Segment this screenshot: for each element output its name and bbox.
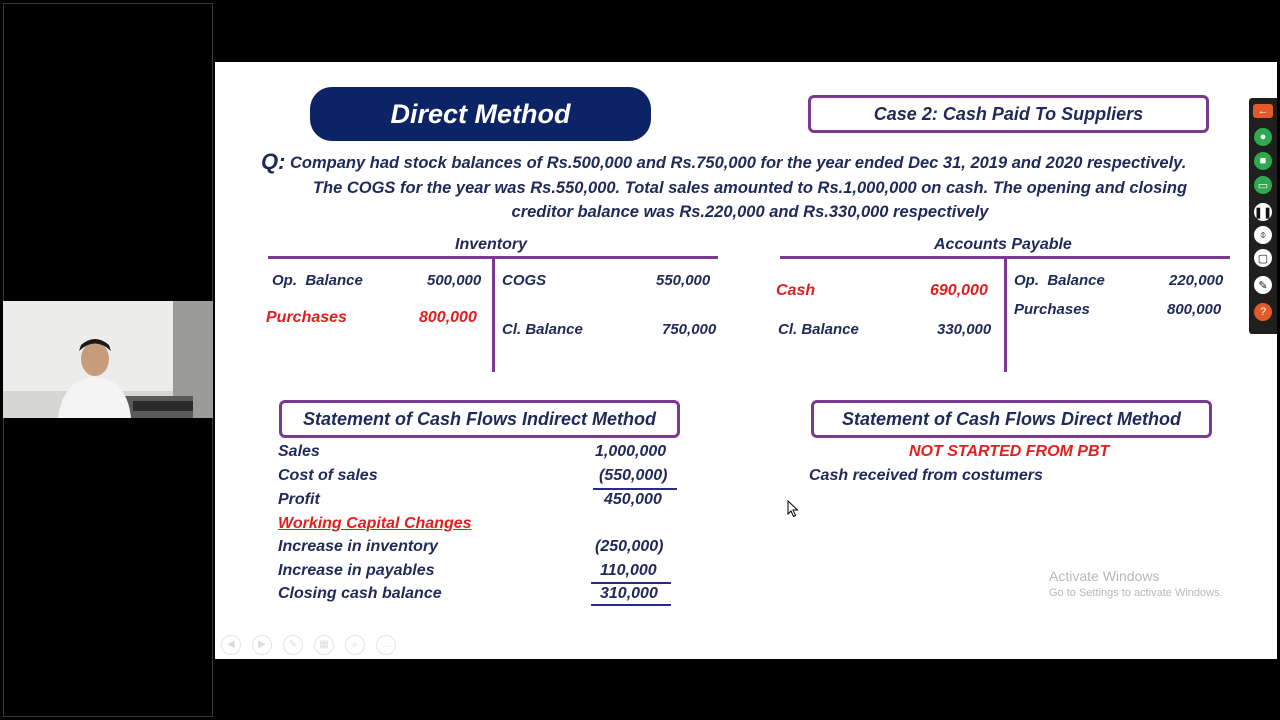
camera-icon[interactable]: ■ [1254, 152, 1272, 170]
indirect-row-inventory-label: Increase in inventory [278, 538, 439, 555]
inventory-cl-value: 750,000 [662, 321, 717, 338]
case-title-box: Case 2: Cash Paid To Suppliers [808, 95, 1209, 133]
payables-underline [591, 582, 671, 584]
indirect-row-wc-label: Working Capital Changes [278, 515, 472, 532]
attach-icon[interactable]: ⌽ [1254, 226, 1272, 244]
slideshow-controls [221, 634, 407, 655]
slides-grid-icon[interactable]: ▦ [314, 635, 334, 655]
pause-icon[interactable]: ❚❚ [1254, 203, 1272, 221]
help-icon[interactable]: ? [1254, 303, 1272, 321]
indirect-row-cos-label: Cost of sales [278, 467, 378, 484]
inventory-op-label: Op. Balance [272, 272, 363, 289]
indirect-row-profit-value: 450,000 [604, 491, 662, 508]
pen-icon[interactable]: ✎ [1254, 276, 1272, 294]
more-options-icon[interactable]: … [376, 635, 396, 655]
inventory-cogs-value: 550,000 [656, 272, 711, 289]
webcam-scene [3, 301, 213, 418]
question-line-2: The COGS for the year was Rs.550,000. Total sales amounted to Rs.1,000,000 on cash. The opening and closing [312, 179, 1188, 197]
inventory-cl-label: Cl. Balance [502, 321, 583, 338]
indirect-row-profit-label: Profit [278, 491, 320, 508]
payable-title: Accounts Payable [934, 236, 1072, 253]
payable-op-value: 220,000 [1169, 272, 1224, 289]
payable-op-label: Op. Balance [1014, 272, 1105, 289]
indirect-row-payables-value: 110,000 [600, 562, 657, 579]
indirect-row-cos-value: (550,000) [599, 467, 668, 484]
inventory-cogs-label: COGS [502, 272, 547, 289]
question-line-1: Company had stock balances of Rs.500,000 and Rs.750,000 for the year ended Dec 31, 2019 and 2020 respectively. [290, 154, 1187, 172]
chat-icon[interactable]: ▢ [1254, 249, 1272, 267]
question-prefix: Q: [261, 149, 286, 174]
inventory-title: Inventory [455, 236, 528, 253]
indirect-row-closing-label: Closing cash balance [278, 585, 442, 602]
payable-cash-value: 690,000 [930, 282, 988, 299]
next-slide-icon[interactable]: ▶ [252, 635, 272, 655]
payable-cl-value: 330,000 [937, 321, 992, 338]
screen-icon[interactable]: ▭ [1254, 176, 1272, 194]
indirect-row-payables-label: Increase in payables [278, 562, 435, 579]
payable-cash-label: Cash [776, 282, 816, 299]
activate-windows-title: Activate Windows [1049, 568, 1160, 584]
prev-slide-icon[interactable]: ◀ [221, 635, 241, 655]
payable-cl-label: Cl. Balance [778, 321, 859, 338]
payable-purchases-value: 800,000 [1167, 301, 1222, 318]
zoom-icon[interactable]: ⌕ [345, 635, 365, 655]
cos-underline [593, 488, 677, 490]
inventory-purchases-value: 800,000 [419, 309, 477, 326]
meeting-toolbar [1249, 98, 1277, 334]
inventory-center-line [492, 258, 495, 372]
webcam-video[interactable] [3, 301, 213, 418]
indirect-row-sales-label: Sales [278, 443, 320, 460]
activate-windows-subtitle: Go to Settings to activate Windows. [1049, 587, 1223, 599]
question-line-3: creditor balance was Rs.220,000 and Rs.330,000 respectively [511, 203, 989, 221]
indirect-row-closing-value: 310,000 [600, 585, 658, 602]
payable-center-line [1004, 258, 1007, 372]
presentation-slide [215, 62, 1277, 659]
inventory-purchases-label: Purchases [266, 309, 347, 326]
closing-underline [591, 604, 671, 606]
direct-method-line-1: Cash received from costumers [809, 467, 1043, 484]
indirect-method-title-box: Statement of Cash Flows Indirect Method [279, 400, 680, 438]
payable-purchases-label: Purchases [1014, 301, 1090, 318]
inventory-op-value: 500,000 [427, 272, 482, 289]
slide-title: Direct Method [310, 87, 651, 141]
pen-tool-icon[interactable]: ✎ [283, 635, 303, 655]
indirect-row-inventory-value: (250,000) [595, 538, 664, 555]
direct-method-note: NOT STARTED FROM PBT [909, 443, 1110, 460]
direct-method-title-box: Statement of Cash Flows Direct Method [811, 400, 1212, 438]
arrow-left-icon[interactable]: ← [1253, 104, 1273, 118]
indirect-row-sales-value: 1,000,000 [595, 443, 667, 460]
mouse-cursor-icon [787, 500, 799, 518]
mic-icon[interactable]: ● [1254, 128, 1272, 146]
